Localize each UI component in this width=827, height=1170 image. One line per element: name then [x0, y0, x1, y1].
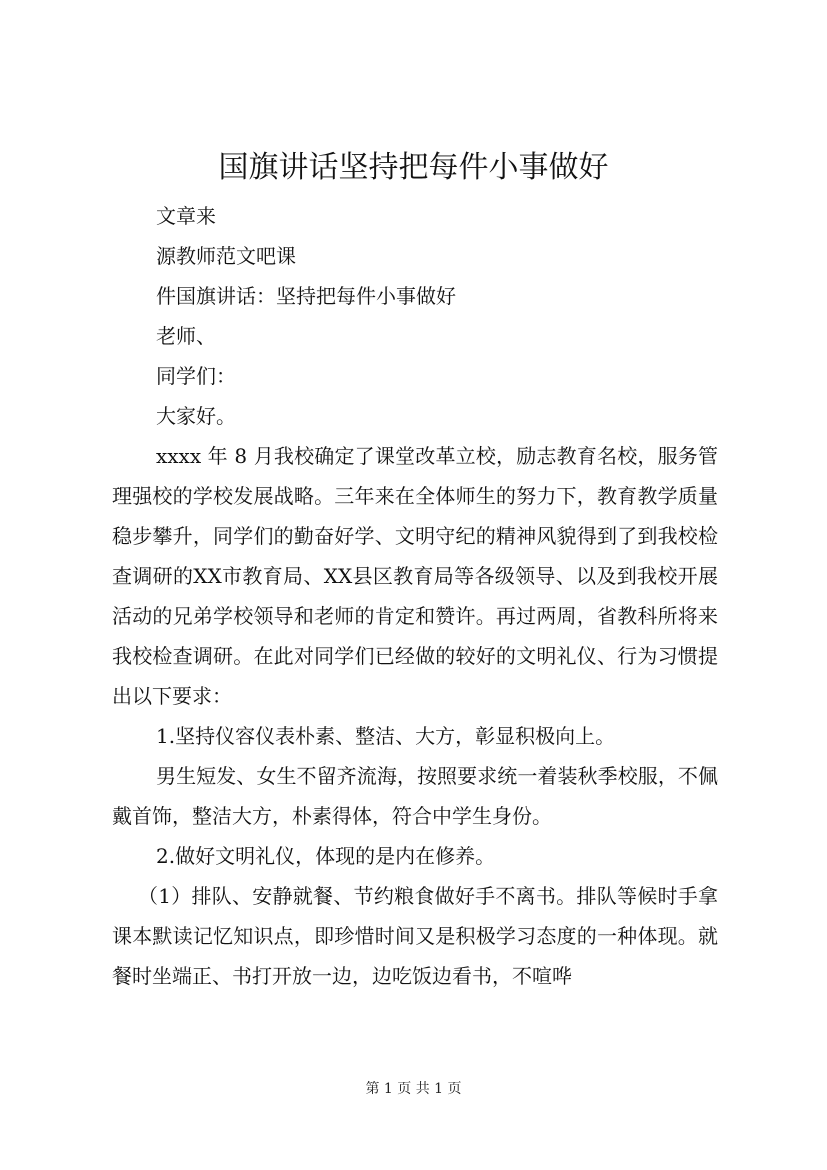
paragraph-dress-code: 男生短发、女生不留齐流海，按照要求统一着装秋季校服，不佩戴首饰，整洁大方，朴素得体，符合中学生身份。 [112, 764, 718, 828]
paragraph-requirement-2: 2.做好文明礼仪，体现的是内在修养。 [156, 844, 496, 868]
page-footer: 第 1 页 共 1 页 [365, 1081, 462, 1097]
paragraph-source-2: 源教师范文吧课 [156, 244, 296, 268]
paragraph-requirement-1: 1.坚持仪容仪表朴素、整洁、大方，彰显积极向上。 [156, 724, 616, 748]
paragraph-greeting-students: 同学们： [156, 364, 236, 388]
paragraph-dining-rules: （1）排队、安静就餐、节约粮食做好手不离书。排队等候时手拿课本默读记忆知识点，即珍惜时间又是积极学习态度的一种体现。就餐时坐端正、书打开放一边，边吃饭边看书，不喧哗 [112, 884, 718, 988]
paragraph-hello: 大家好。 [156, 404, 236, 428]
paragraph-heading-line: 件国旗讲话：坚持把每件小事做好 [156, 284, 456, 308]
paragraph-greeting-teachers: 老师、 [156, 324, 216, 348]
paragraph-source-1: 文章来 [156, 204, 216, 228]
paragraph-intro: xxxx 年 8 月我校确定了课堂改革立校，励志教育名校，服务管理强校的学校发展战略。三年来在全体师生的努力下，教育教学质量稳步攀升，同学们的勤奋好学、文明守纪的精神风貌得到了到我校检查调研的XX市教育局、XX县区教育局等各级领导、以及到我校开展活动的兄弟学校领导和老师的肯定和赞许。再过两周，省教科所将来我校检查调研。在此对同学们已经做的较好的文明礼仪、行为习惯提出以下要求： [112, 444, 718, 708]
document-title: 国旗讲话坚持把每件小事做好 [218, 150, 609, 185]
document-body [112, 196, 718, 996]
